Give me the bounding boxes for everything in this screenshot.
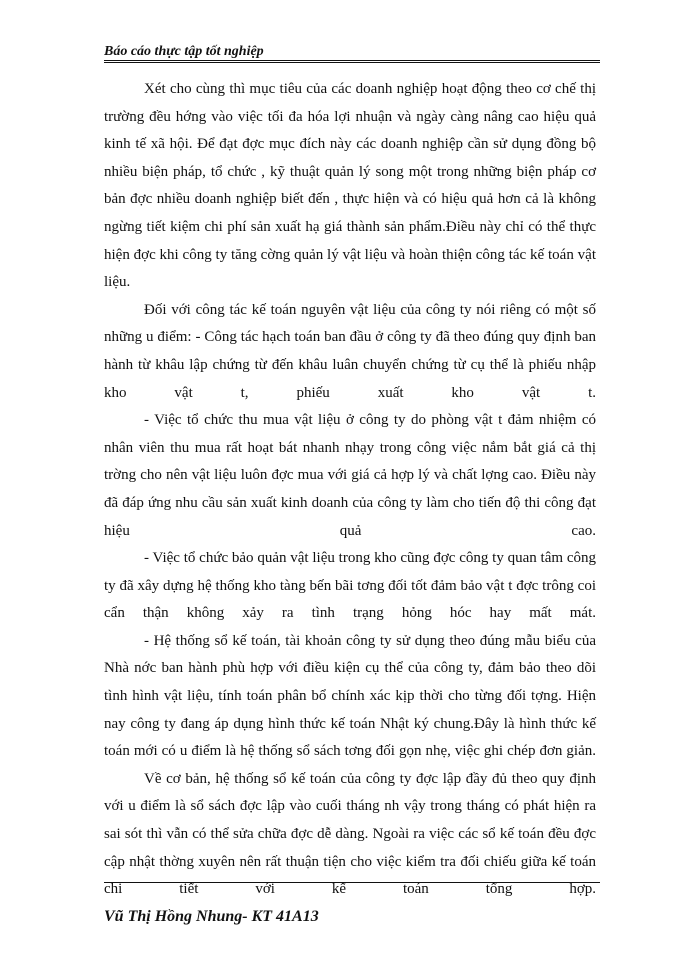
paragraph-3: - Việc tổ chức thu mua vật liệu ở công ty do phòng vật t đảm nhiệm có nhân viên thu mua rất hoạt bát nhanh nhạy trong công việc nắm bắt giá cả thị trờng cho nên vật liệu luôn đợc mua với giá cả hợp lý và chất lợng cao. Điều này đã đáp ứng nhu cầu sản xuất kinh doanh của công ty làm cho tiến độ thi công đạt hiệu quả cao. [104,412,596,539]
document-body [104,76,596,904]
paragraph-4: - Việc tổ chức bảo quản vật liệu trong kho cũng đợc công ty quan tâm công ty đã xây dựng hệ thống kho tàng bến bãi tơng đối tốt đảm bảo vật t đợc trông coi cẩn thận không xảy ra tình trạng hỏng hóc hay mất mát. [104,550,596,622]
paragraph-5: - Hệ thống sổ kế toán, tài khoản công ty sử dụng theo đúng mẫu biểu của Nhà nớc ban hành phù hợp với điều kiện cụ thể của công ty, đảm bảo theo dõi tình hình vật liệu, tính toán phân bổ chính xác kịp thời cho từng đối tợng. Hiện nay công ty đang áp dụng hình thức kế toán Nhật ký chung.Đây là hình thức kế toán mới có u điểm là hệ thống sổ sách tơng đối gọn nhẹ, việc ghi chép đơn giản. [104,632,596,760]
header-rule [104,60,600,63]
paragraph-6: Về cơ bản, hệ thống sổ kế toán của công ty đợc lập đầy đủ theo quy định với u điểm là sổ sách đợc lập vào cuối tháng nh vậy trong tháng có phát hiện ra sai sót thì vẫn có thể sửa chữa đợc dễ dàng. Ngoài ra việc các sổ kế toán đều đợc cập nhật thờng xuyên nên rất thuận tiện cho việc kiểm tra đối chiếu giữa kế toán chi tiết với kế toán tổng hợp. [104,770,596,898]
paragraph-1: Xét cho cùng thì mục tiêu của các doanh nghiệp hoạt động theo cơ chế thị trường đều hớng vào việc tối đa hóa lợi nhuận và ngày càng nâng cao hiệu quả kinh tế xã hội. Để đạt đợc mục đích này các doanh nghiệp cần sử dụng đồng bộ nhiều biện pháp, tổ chức , kỹ thuật quản lý song một trong những biện pháp cơ bản đợc nhiều doanh nghiệp biết đến , thực hiện và có hiệu quả hơn cả là không ngừng tiết kiệm chi phí sản xuất hạ giá thành sản phẩm.Điều này chỉ có thể thực hiện đợc khi công ty tăng cờng quản lý vật liệu và hoàn thiện công tác kế toán vật liệu. [104,81,596,291]
footer-rule [104,882,600,883]
page-footer-author: Vũ Thị Hồng Nhung- KT 41A13 [104,908,319,925]
paragraph-2: Đối với công tác kế toán nguyên vật liệu của công ty nói riêng có một số những u điểm: - Công tác hạch toán ban đầu ở công ty đã theo đúng quy định ban hành từ khâu lập chứng từ đến khâu luân chuyển chứng từ cụ thể là phiếu nhập kho vật t, phiếu xuất kho vật t. [104,301,596,401]
page-header-title: Báo cáo thực tập tốt nghiệp [104,44,264,59]
